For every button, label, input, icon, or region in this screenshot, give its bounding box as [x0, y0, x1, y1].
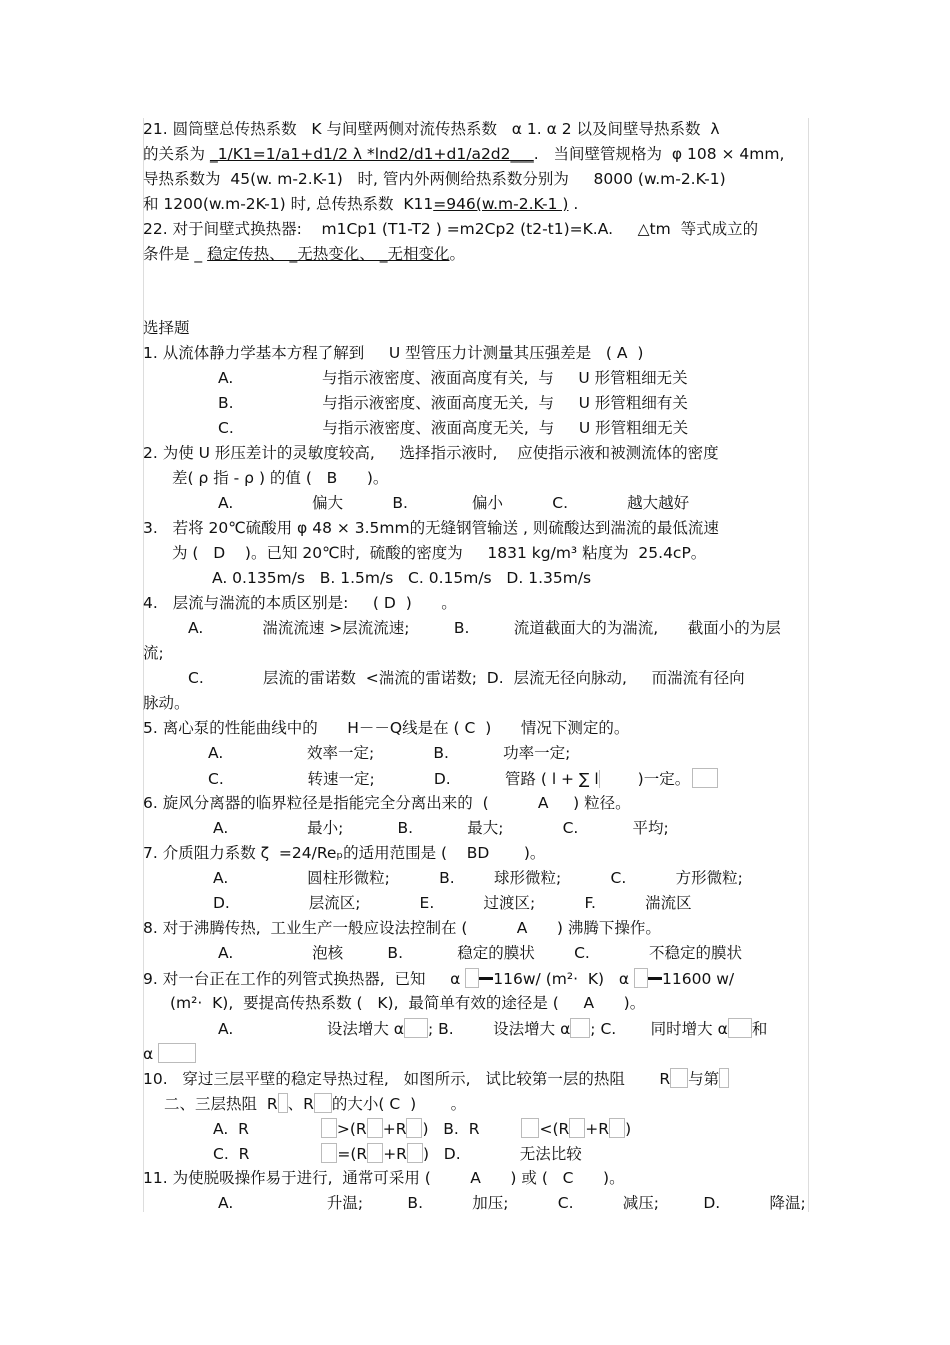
question-4: 4. 层流与湍流的本质区别是: ( D ) 。 — [143, 594, 457, 612]
q10-opt-b-2: <(R — [539, 1120, 570, 1138]
blank-box — [321, 1118, 337, 1138]
q21-answer-formula: _1/K1=1/a1+d1/2 λ *lnd2/d1+d1/a2d2___ — [209, 145, 534, 163]
q4-option-ab: A. 湍流流速 >层流流速; B. 流道截面大的为湍流, 截面小的为层 — [188, 619, 781, 637]
q22-suffix: 。 — [449, 245, 465, 263]
blank-box — [321, 1143, 337, 1163]
question-10-cont — [164, 1093, 466, 1114]
blank-box — [609, 1118, 625, 1138]
q11-options: A. 升温; B. 加压; C. 减压; D. 降温; — [218, 1194, 806, 1212]
question-11: 11. 为使脱吸操作易于进行, 通常可采用 ( A ) 或 ( C )。 — [143, 1169, 625, 1187]
q8-options: A. 泡核 B. 稳定的膜状 C. 不稳定的膜状 — [218, 944, 742, 962]
blank-box — [367, 1143, 383, 1163]
question-7: 7. 介质阻力系数 ζ =24/Reₚ的适用范围是 ( BD )。 — [143, 844, 546, 862]
blank-box — [314, 1093, 332, 1113]
q10-text-end: 与第 — [688, 1070, 720, 1088]
blank-box — [728, 1018, 752, 1038]
q10-text: 10. 穿过三层平壁的稳定导热过程, 如图所示, 试比较第一层的热阻 R — [143, 1070, 671, 1088]
q9-value-1: 116w/ (m²· K) α — [493, 970, 630, 988]
q10-opt-b-3: +R — [585, 1120, 610, 1138]
question-9-cont: (m²· K), 要提高传热系数 ( K), 最简单有效的途径是 ( A )。 — [170, 994, 646, 1012]
q2-options: A. 偏大 B. 偏小 C. 越大越好 — [218, 494, 690, 512]
q10-l2-d: ( C ) 。 — [378, 1095, 467, 1113]
equals-mark — [479, 977, 493, 980]
q10-l2-b: 、R — [287, 1095, 314, 1113]
q21-line-1: 21. 圆筒壁总传热系数 K 与间壁两侧对流传热系数 α 1. α 2 以及间壁导热系数 λ — [143, 120, 720, 138]
blank-box — [158, 1043, 196, 1063]
blank-box — [569, 1118, 585, 1138]
q21-l4-prefix: 和 1200(w.m-2K-1) 时, 总传热系数 K11 — [143, 195, 434, 213]
q1-option-c: C. 与指示液密度、液面高度无关, 与 U 形管粗细无关 — [218, 419, 689, 437]
q10-opt-a-2: >(R — [336, 1120, 367, 1138]
q22-prefix: 条件是 _ — [143, 245, 208, 263]
section-title: 选择题 — [143, 319, 190, 337]
q22-line-2 — [143, 244, 465, 264]
q21-answer-value: =946(w.m-2.K-1 ) — [433, 195, 569, 213]
q10-options-cd — [213, 1143, 582, 1164]
q5-cd-text: C. 转速一定; D. 管路 ( l + ∑ l — [208, 770, 599, 788]
question-2-cont: 差( ρ 指 - ρ ) 的值 ( B )。 — [172, 469, 389, 487]
q4-option-cd: C. 层流的雷诺数 <湍流的雷诺数; D. 层流无径向脉动, 而湍流有径向 — [188, 669, 745, 687]
question-1: 1. 从流体静力学基本方程了解到 U 型管压力计测量其压强差是 ( A ) — [143, 344, 644, 362]
q9-opt-c-and: 和 — [751, 1020, 768, 1038]
blank-box — [407, 1143, 423, 1163]
blank-box — [634, 968, 648, 988]
question-8: 8. 对于沸腾传热, 工业生产一般应设法控制在 ( A ) 沸腾下操作。 — [143, 919, 661, 937]
q21-suffix: . 当间壁管规格为 φ 108 × 4mm, — [533, 145, 785, 163]
spacer — [249, 1143, 321, 1163]
q1-option-b: B. 与指示液密度、液面高度无关, 与 U 形管粗细有关 — [218, 394, 688, 412]
q5-options-cd — [208, 768, 718, 789]
q9-opt-b: ; B. 设法增大 α — [428, 1020, 571, 1038]
q4-option-cd-cont: 脉动。 — [143, 694, 190, 712]
blank-box — [521, 1118, 539, 1138]
q10-l2-c: 的大小 — [331, 1095, 379, 1113]
q5-options-ab: A. 效率一定; B. 功率一定; — [208, 744, 571, 762]
q10-opt-c: C. R — [213, 1145, 250, 1163]
q7-options-abc: A. 圆柱形微粒; B. 球形微粒; C. 方形微粒; — [213, 869, 743, 887]
q10-opt-b-4: ) — [625, 1120, 632, 1138]
q7-options-def: D. 层流区; E. 过渡区; F. 湍流区 — [213, 894, 692, 912]
blank-box — [692, 768, 718, 788]
q3-options: A. 0.135m/s B. 1.5m/s C. 0.15m/s D. 1.35m/s — [212, 569, 592, 587]
question-10 — [143, 1068, 729, 1089]
q21-line-2 — [143, 144, 784, 164]
blank-box — [278, 1093, 288, 1113]
blank-box — [599, 770, 638, 788]
q9-alpha: α — [143, 1045, 154, 1063]
blank-box — [465, 968, 479, 988]
blank-box — [367, 1118, 383, 1138]
spacer — [249, 1118, 321, 1138]
q6-options: A. 最小; B. 最大; C. 平均; — [213, 819, 669, 837]
q21-line-3: 导热系数为 45(w. m-2.K-1) 时, 管内外两侧给热系数分别为 8000 (w.m-2.K-1) — [143, 170, 726, 188]
blank-box — [719, 1068, 729, 1088]
q4-option-ab-cont: 流; — [143, 644, 164, 662]
q21-line-4 — [143, 194, 578, 214]
equals-mark — [648, 977, 662, 980]
q21-l4-suffix: . — [568, 195, 579, 213]
q10-opt-a-3: +R — [382, 1120, 407, 1138]
q10-opt-a-4: ) B. R — [422, 1120, 480, 1138]
question-9 — [143, 968, 734, 989]
question-3: 3. 若将 20℃硫酸用 φ 48 × 3.5mm的无缝钢管输送 , 则硫酸达到湍流的最低流速 — [143, 519, 719, 537]
q5-cd-end: )一定。 — [637, 770, 691, 788]
blank-box — [670, 1068, 688, 1088]
q9-options — [218, 1018, 767, 1039]
q9-opt-c: ; C. 同时增大 α — [590, 1020, 728, 1038]
q9-value-2: 11600 w/ — [662, 970, 735, 988]
q9-opt-a: A. 设法增大 α — [218, 1020, 405, 1038]
question-5: 5. 离心泵的性能曲线中的 H－－Q线是在 ( C ) 情况下测定的。 — [143, 719, 630, 737]
q1-option-a: A. 与指示液密度、液面高度有关, 与 U 形管粗细无关 — [218, 369, 688, 387]
blank-box — [570, 1018, 590, 1038]
q21-prefix: 的关系为 — [143, 145, 210, 163]
q9-text: 9. 对一台正在工作的列管式换热器, 已知 α — [143, 970, 461, 988]
blank-box — [404, 1018, 428, 1038]
q10-opt-c-3: +R — [383, 1145, 407, 1163]
question-2: 2. 为使 U 形压差计的灵敏度较高, 选择指示液时, 应使指示液和被测流体的密度 — [143, 444, 719, 462]
spacer — [479, 1118, 521, 1138]
q10-options-ab — [213, 1118, 631, 1139]
q22-answer: 稳定传热、 _无热变化、 _无相变化 — [207, 245, 450, 263]
q10-l2-a: 二、三层热阻 R — [164, 1095, 278, 1113]
question-3-cont: 为 ( D )。已知 20℃时, 硫酸的密度为 1831 kg/m³ 粘度为 25.4cP。 — [172, 544, 707, 562]
blank-box — [406, 1118, 422, 1138]
content-frame — [143, 118, 809, 1212]
question-6: 6. 旋风分离器的临界粒径是指能完全分离出来的 ( A ) 粒径。 — [143, 794, 631, 812]
q9-options-cont — [143, 1043, 196, 1064]
q10-opt-c-4: ) D. 无法比较 — [422, 1145, 582, 1163]
q10-opt-a: A. R — [213, 1120, 249, 1138]
q22-line-1: 22. 对于间壁式换热器: m1Cp1 (T1-T2 ) =m2Cp2 (t2-t1)=K.A. △tm 等式成立的 — [143, 220, 759, 238]
q10-opt-c-2: =(R — [337, 1145, 368, 1163]
